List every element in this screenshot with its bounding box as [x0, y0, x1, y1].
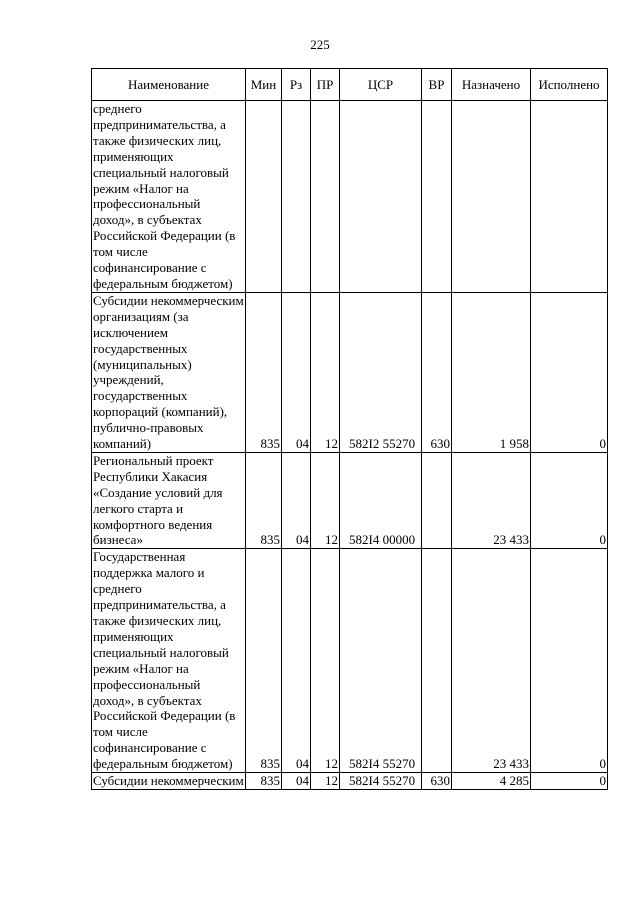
page-number: 225: [310, 37, 330, 52]
budget-table: [91, 68, 608, 790]
row-executed: 0: [531, 773, 608, 790]
row-csr: 582I4 55270: [340, 773, 422, 790]
table-row: [92, 773, 608, 790]
row-pr: 12: [311, 452, 340, 548]
col-header-min: Мин: [246, 69, 282, 101]
row-rz: 04: [282, 773, 311, 790]
row-pr: [311, 101, 340, 293]
row-name: Субсидии некоммерческим: [93, 773, 244, 789]
row-csr: [340, 101, 422, 293]
row-pr: 12: [311, 292, 340, 452]
row-executed: 0: [531, 292, 608, 452]
row-vr: [422, 452, 452, 548]
row-vr: [422, 101, 452, 293]
table-row: [92, 292, 608, 452]
row-vr: 630: [422, 773, 452, 790]
row-rz: 04: [282, 452, 311, 548]
row-rz: 04: [282, 549, 311, 773]
row-min: [246, 101, 282, 293]
row-vr: 630: [422, 292, 452, 452]
table-row: [92, 549, 608, 773]
col-header-pr: ПР: [311, 69, 340, 101]
row-pr: 12: [311, 773, 340, 790]
table-row: [92, 452, 608, 548]
row-min: 835: [246, 452, 282, 548]
row-csr: 582I4 00000: [340, 452, 422, 548]
row-assigned: [452, 101, 531, 293]
row-executed: 0: [531, 452, 608, 548]
row-name: Государственная поддержка малого и среднего предпринимательства, а также физических лиц, применяющих специальный налоговый режим «Налог на профессиональный доход», в субъектах Российской Федерации (в том числе софинансирование с федеральным бюджетом): [92, 549, 246, 773]
row-min: 835: [246, 773, 282, 790]
col-header-assigned: Назначено: [452, 69, 531, 101]
row-name: Региональный проект Республики Хакасия «Создание условий для легкого старта и комфортного ведения бизнеса»: [92, 452, 246, 548]
row-rz: 04: [282, 292, 311, 452]
row-assigned: 4 285: [452, 773, 531, 790]
row-vr: [422, 549, 452, 773]
row-csr: 582I2 55270: [340, 292, 422, 452]
col-header-csr: ЦСР: [340, 69, 422, 101]
row-pr: 12: [311, 549, 340, 773]
row-executed: 0: [531, 549, 608, 773]
header-row: [92, 69, 608, 101]
col-header-executed: Исполнено: [531, 69, 608, 101]
row-rz: [282, 101, 311, 293]
row-assigned: 23 433: [452, 549, 531, 773]
col-header-name: Наименование: [92, 69, 246, 101]
col-header-rz: Рз: [282, 69, 311, 101]
row-assigned: 1 958: [452, 292, 531, 452]
row-executed: [531, 101, 608, 293]
row-assigned: 23 433: [452, 452, 531, 548]
row-min: 835: [246, 292, 282, 452]
row-name: среднего предпринимательства, а также физических лиц, применяющих специальный налоговый режим «Налог на профессиональный доход», в субъектах Российской Федерации (в том числе софинансирование с федеральным бюджетом): [92, 101, 246, 293]
row-csr: 582I4 55270: [340, 549, 422, 773]
row-min: 835: [246, 549, 282, 773]
col-header-vr: ВР: [422, 69, 452, 101]
row-name: Субсидии некоммерческим организациям (за исключением государственных (муниципальных) учреждений, государственных корпораций (компаний), публично-правовых компаний): [93, 292, 244, 452]
table-row: [92, 101, 608, 293]
